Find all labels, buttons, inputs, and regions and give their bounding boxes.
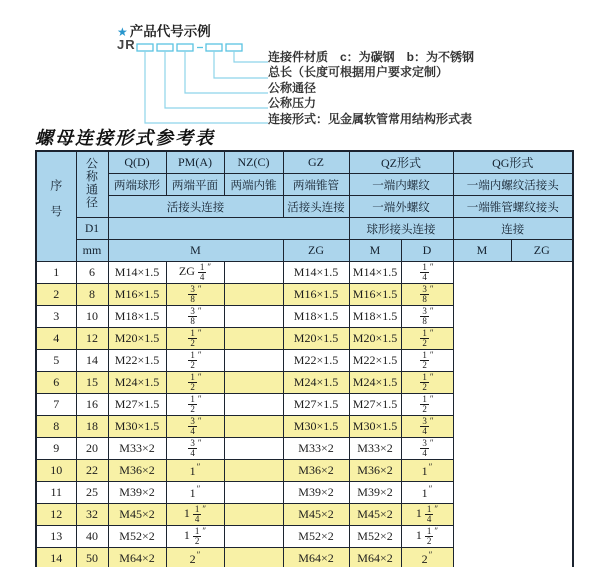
code-label-material: 连接件材质 c：为碳钢 b：为不锈钢 <box>268 50 475 64</box>
table-cell-seq: 11 <box>36 482 76 504</box>
table-cell-qz_m <box>224 438 283 460</box>
code-box-1 <box>137 44 153 51</box>
table-cell-qg_m: M24×1.5 <box>349 372 401 394</box>
table-cell-gz_zg: $\frac{3}{8}$ ″ <box>166 284 224 306</box>
table-cell-qg_zg: $\frac{1}{4}$ ″ <box>401 262 453 284</box>
table-cell-qz_m <box>224 482 283 504</box>
table-cell-qg_zg: $\frac{1}{2}$ ″ <box>401 394 453 416</box>
table-cell-dn: 22 <box>76 460 108 482</box>
table-cell-gz_zg: 2″ <box>166 548 224 567</box>
table-cell-qg_m: M16×1.5 <box>349 284 401 306</box>
table-cell-qg_m: M20×1.5 <box>349 328 401 350</box>
header-conn-qg: 一端锥管螺纹接头 <box>453 196 573 218</box>
table-cell-m: M52×2 <box>108 526 166 548</box>
table-cell-qg_zg: 2″ <box>401 548 453 567</box>
table-cell-qz_d: M52×2 <box>283 526 349 548</box>
header-join-qg: 连接 <box>453 218 573 240</box>
table-cell-qz_m <box>224 350 283 372</box>
connector-line-4 <box>214 51 268 78</box>
table-cell-qz_m <box>224 504 283 526</box>
table-cell-dn: 10 <box>76 306 108 328</box>
table-cell-seq: 10 <box>36 460 76 482</box>
table-cell-gz_zg: $\frac{3}{4}$ ″ <box>166 438 224 460</box>
table-cell-qg_m: M36×2 <box>349 460 401 482</box>
table-cell-qz_m <box>224 328 283 350</box>
table-cell-qg_zg: $\frac{3}{8}$ ″ <box>401 306 453 328</box>
table-cell-m: M16×1.5 <box>108 284 166 306</box>
table-cell-qg_m: M64×2 <box>349 548 401 567</box>
table-cell-m: M27×1.5 <box>108 394 166 416</box>
product-code-diagram <box>130 40 270 130</box>
header-join-qz: 球形接头连接 <box>349 218 453 240</box>
table-row <box>36 504 573 526</box>
table-body <box>36 262 573 567</box>
header-form-pma: PM(A) <box>166 151 224 174</box>
table-cell-qg_m: M45×2 <box>349 504 401 526</box>
table-cell-qz_d: M14×1.5 <box>283 262 349 284</box>
table-cell-dn: 16 <box>76 394 108 416</box>
table-row <box>36 460 573 482</box>
header-unit-zg-qg: ZG <box>511 240 573 262</box>
code-label-diameter: 公称通径 <box>268 80 317 95</box>
table-cell-qg_zg: $\frac{3}{8}$ ″ <box>401 284 453 306</box>
star-icon: ★ <box>117 25 128 39</box>
table-cell-seq: 8 <box>36 416 76 438</box>
table-cell-qz_m <box>224 372 283 394</box>
table-cell-gz_zg: $\frac{1}{2}$ ″ <box>166 394 224 416</box>
table-cell-qg_m: M18×1.5 <box>349 306 401 328</box>
table-cell-dn: 14 <box>76 350 108 372</box>
table-cell-m: M39×2 <box>108 482 166 504</box>
table-title: 螺母连接形式参考表 <box>35 128 215 148</box>
table-cell-gz_zg: 1″ <box>166 482 224 504</box>
table-cell-qg_zg: 1″ <box>401 482 453 504</box>
header-type-nzc: 两端内锥 <box>224 174 283 196</box>
table-cell-dn: 15 <box>76 372 108 394</box>
table-cell-qz_d: M22×1.5 <box>283 350 349 372</box>
table-header <box>36 151 573 262</box>
table-cell-dn: 6 <box>76 262 108 284</box>
header-unit-m-left: M <box>108 240 283 262</box>
header-seq: 序号 <box>36 151 76 262</box>
header-conn-qz: 一端外螺纹 <box>349 196 453 218</box>
table-cell-qg_m: M22×1.5 <box>349 350 401 372</box>
table-cell-dn: 20 <box>76 438 108 460</box>
table-cell-seq: 7 <box>36 394 76 416</box>
code-label-length: 总长（长度可根据用户要求定制） <box>268 65 449 80</box>
table-row <box>36 350 573 372</box>
table-cell-qz_m <box>224 394 283 416</box>
header-unit-m-qz: M <box>349 240 401 262</box>
header-unit-mm: mm <box>76 240 108 262</box>
table-cell-qz_d: M20×1.5 <box>283 328 349 350</box>
code-box-2 <box>157 44 173 51</box>
code-label-list <box>268 50 474 127</box>
header-d1: D1 <box>76 218 108 240</box>
table-cell-qz_m <box>224 284 283 306</box>
table-cell-qz_m <box>224 460 283 482</box>
table-cell-qg_zg: $\frac{1}{2}$ ″ <box>401 328 453 350</box>
table-row <box>36 394 573 416</box>
table-row <box>36 548 573 567</box>
table-cell-seq: 3 <box>36 306 76 328</box>
header-unit-zg-gz: ZG <box>283 240 349 262</box>
table-cell-seq: 9 <box>36 438 76 460</box>
table-cell-gz_zg: $\frac{1}{2}$ ″ <box>166 328 224 350</box>
header-type-qg: 一端内螺纹活接头 <box>453 174 573 196</box>
table-cell-seq: 4 <box>36 328 76 350</box>
table-cell-qz_d: M33×2 <box>283 438 349 460</box>
table-cell-qz_d: M64×2 <box>283 548 349 567</box>
header-type-gz: 两端锥管 <box>283 174 349 196</box>
table-cell-qz_d: M18×1.5 <box>283 306 349 328</box>
table-cell-gz_zg: 1 $\frac{1}{4}$ ″ <box>166 504 224 526</box>
table-cell-qz_d: M16×1.5 <box>283 284 349 306</box>
table-row <box>36 372 573 394</box>
code-box-5 <box>226 44 242 51</box>
table-cell-dn: 18 <box>76 416 108 438</box>
table-cell-qz_m <box>224 548 283 567</box>
table-cell-seq: 1 <box>36 262 76 284</box>
table-row <box>36 284 573 306</box>
diagram-title-text: 产品代号示例 <box>129 24 211 39</box>
table-cell-qz_d: M45×2 <box>283 504 349 526</box>
table-cell-seq: 2 <box>36 284 76 306</box>
table-cell-qg_zg: $\frac{3}{4}$ ″ <box>401 416 453 438</box>
header-dn: 公称通径 <box>76 151 108 218</box>
table-row <box>36 328 573 350</box>
table-cell-qg_m: M52×2 <box>349 526 401 548</box>
table-cell-m: M33×2 <box>108 438 166 460</box>
connector-line-3 <box>185 51 268 93</box>
table-cell-m: M45×2 <box>108 504 166 526</box>
table-row <box>36 262 573 284</box>
header-form-nzc: NZ(C) <box>224 151 283 174</box>
table-cell-seq: 12 <box>36 504 76 526</box>
table-cell-qg_zg: 1 $\frac{1}{4}$ ″ <box>401 504 453 526</box>
code-box-3 <box>177 44 193 51</box>
header-conn-gz: 活接头连接 <box>283 196 349 218</box>
nut-connection-table <box>35 150 574 567</box>
table-cell-qz_d: M30×1.5 <box>283 416 349 438</box>
table-cell-qg_m: M27×1.5 <box>349 394 401 416</box>
table-cell-m: M14×1.5 <box>108 262 166 284</box>
table-cell-dn: 8 <box>76 284 108 306</box>
table-cell-gz_zg: 1″ <box>166 460 224 482</box>
table-row <box>36 482 573 504</box>
header-form-gz: GZ <box>283 151 349 174</box>
table-cell-gz_zg: 1 $\frac{1}{2}$ ″ <box>166 526 224 548</box>
table-cell-qg_m: M33×2 <box>349 438 401 460</box>
header-type-qd: 两端球形 <box>108 174 166 196</box>
table-cell-dn: 25 <box>76 482 108 504</box>
table-cell-qg_m: M39×2 <box>349 482 401 504</box>
table-cell-qz_m <box>224 262 283 284</box>
table-cell-qz_m <box>224 526 283 548</box>
table-cell-qz_d: M39×2 <box>283 482 349 504</box>
table-row <box>36 438 573 460</box>
table-cell-seq: 14 <box>36 548 76 567</box>
table-cell-qg_zg: $\frac{1}{2}$ ″ <box>401 372 453 394</box>
table-cell-qz_d: M27×1.5 <box>283 394 349 416</box>
table-cell-seq: 13 <box>36 526 76 548</box>
table-cell-seq: 6 <box>36 372 76 394</box>
table-row <box>36 526 573 548</box>
table-cell-m: M22×1.5 <box>108 350 166 372</box>
table-cell-dn: 40 <box>76 526 108 548</box>
header-type-pma: 两端平面 <box>166 174 224 196</box>
header-form-qz: QZ形式 <box>349 151 453 174</box>
table-cell-gz_zg: $\frac{3}{8}$ ″ <box>166 306 224 328</box>
table-cell-m: M30×1.5 <box>108 416 166 438</box>
table-cell-m: M24×1.5 <box>108 372 166 394</box>
table-cell-qz_d: M36×2 <box>283 460 349 482</box>
table-cell-qz_m <box>224 306 283 328</box>
table-row <box>36 416 573 438</box>
header-form-qg: QG形式 <box>453 151 573 174</box>
table-cell-dn: 32 <box>76 504 108 526</box>
code-box-4 <box>206 44 222 51</box>
table-cell-qg_zg: $\frac{3}{4}$ ″ <box>401 438 453 460</box>
table-cell-qg_zg: 1 $\frac{1}{2}$ ″ <box>401 526 453 548</box>
table-cell-dn: 50 <box>76 548 108 567</box>
table-cell-gz_zg: ZG $\frac{1}{4}$ ″ <box>166 262 224 284</box>
table-cell-m: M36×2 <box>108 460 166 482</box>
table-cell-qg_zg: $\frac{1}{2}$ ″ <box>401 350 453 372</box>
table-cell-m: M64×2 <box>108 548 166 567</box>
table-cell-qg_m: M14×1.5 <box>349 262 401 284</box>
connector-line-5 <box>234 51 268 62</box>
code-label-pressure: 公称压力 <box>268 96 317 111</box>
header-conn-left: 活接头连接 <box>108 196 283 218</box>
header-unit-m-qg: M <box>453 240 511 262</box>
table-cell-qg_m: M30×1.5 <box>349 416 401 438</box>
table-cell-dn: 12 <box>76 328 108 350</box>
header-type-qz: 一端内螺纹 <box>349 174 453 196</box>
header-form-qd: Q(D) <box>108 151 166 174</box>
table-cell-gz_zg: $\frac{1}{2}$ ″ <box>166 372 224 394</box>
table-cell-m: M20×1.5 <box>108 328 166 350</box>
product-code-prefix: JR <box>117 37 136 52</box>
table-cell-gz_zg: $\frac{1}{2}$ ″ <box>166 350 224 372</box>
table-cell-qz_d: M24×1.5 <box>283 372 349 394</box>
table-cell-qz_m <box>224 416 283 438</box>
table-row <box>36 306 573 328</box>
table-cell-seq: 5 <box>36 350 76 372</box>
table-cell-m: M18×1.5 <box>108 306 166 328</box>
table-cell-qg_zg: 1″ <box>401 460 453 482</box>
header-blank <box>108 218 349 240</box>
connector-line-2 <box>165 51 268 108</box>
code-label-connection: 连接形式：见金属软管常用结构形式表 <box>268 111 473 126</box>
table-cell-gz_zg: $\frac{3}{4}$ ″ <box>166 416 224 438</box>
header-unit-d-qz: D <box>401 240 453 262</box>
